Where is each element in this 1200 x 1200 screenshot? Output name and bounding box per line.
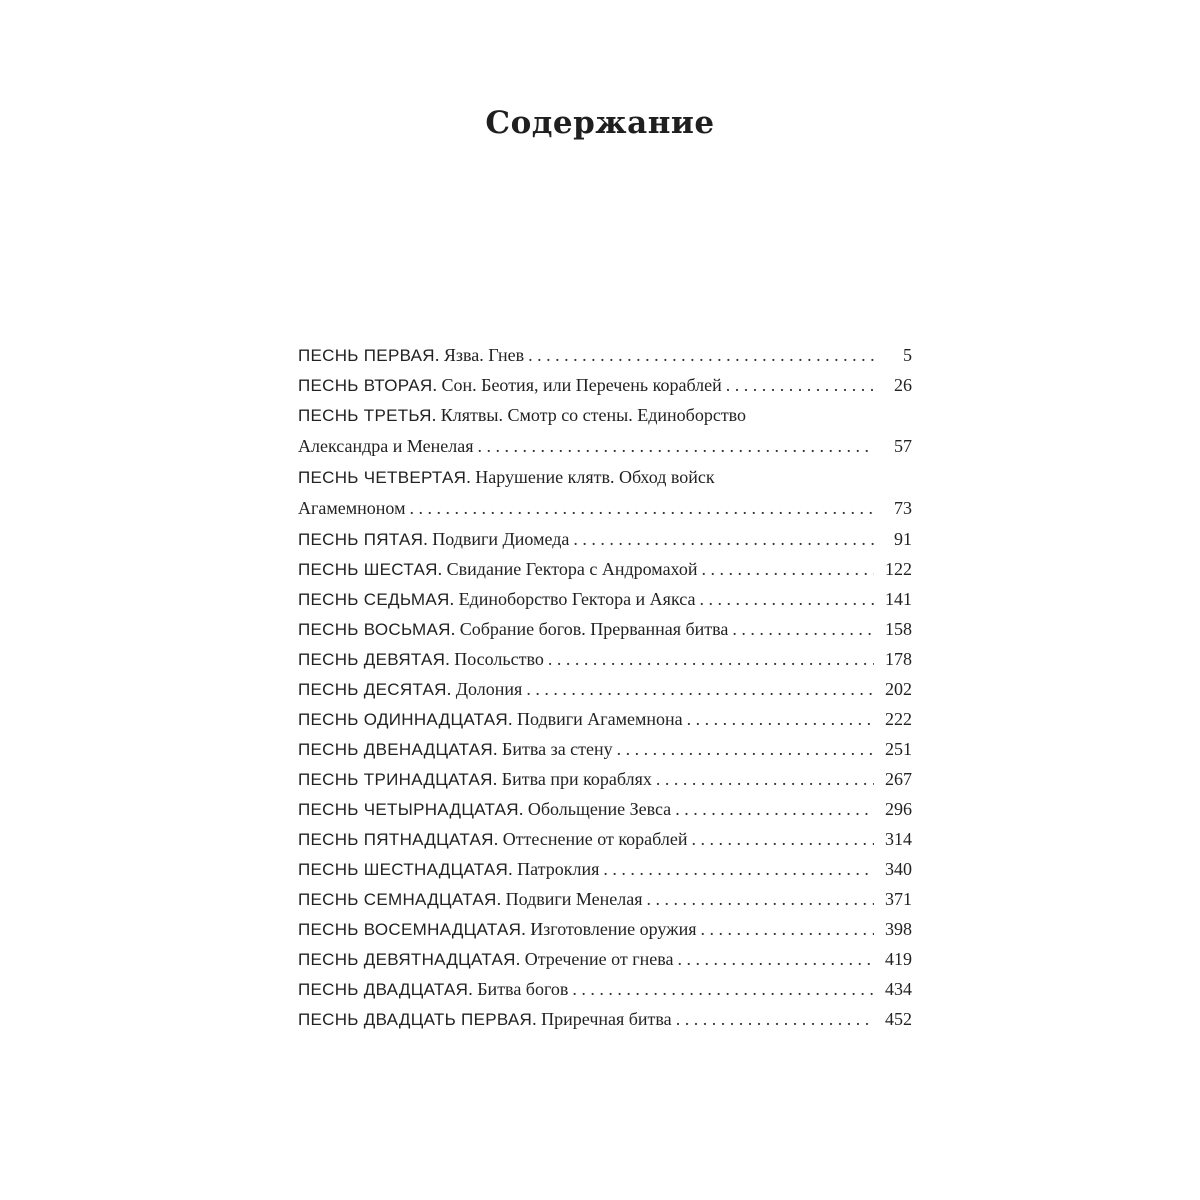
dot-leader — [548, 644, 874, 674]
dot-leader — [573, 524, 874, 554]
dot-leader — [678, 944, 874, 974]
canto-title: . Изготовление оружия — [521, 919, 697, 939]
toc-entry — [298, 764, 912, 794]
toc-entry — [298, 854, 912, 884]
dot-leader — [701, 914, 875, 944]
canto-title: . Оттеснение от кораблей — [493, 829, 688, 849]
canto-title: . Битва при кораблях — [492, 769, 652, 789]
canto-label: ПЕСНЬ ШЕСТАЯ — [298, 560, 438, 579]
dot-leader — [528, 340, 874, 370]
canto-title: . Собрание богов. Прерванная битва — [450, 619, 729, 639]
canto-title: . Посольство — [445, 649, 544, 669]
canto-title: . Отречение от гнева — [515, 949, 674, 969]
toc-entry — [298, 734, 912, 764]
canto-title: . Свидание Гектора с Андромахой — [437, 559, 698, 579]
toc-entry — [298, 824, 912, 854]
dot-leader — [699, 584, 874, 614]
canto-label: ПЕСНЬ ЧЕТВЕРТАЯ — [298, 468, 467, 487]
canto-label: ПЕСНЬ ВТОРАЯ — [298, 376, 433, 395]
canto-title: . Клятвы. Смотр со стены. Единоборство — [431, 405, 747, 425]
page-number: 57 — [894, 436, 912, 456]
page-number: 178 — [885, 649, 912, 669]
canto-label: ПЕСНЬ ВОСЬМАЯ — [298, 620, 451, 639]
canto-title: . Сон. Беотия, или Перечень кораблей — [432, 375, 722, 395]
page-number: 296 — [885, 799, 912, 819]
page-number: 26 — [894, 375, 912, 395]
canto-title: . Патроклия — [508, 859, 600, 879]
toc-entry — [298, 584, 912, 614]
canto-label: ПЕСНЬ ДЕСЯТАЯ — [298, 680, 447, 699]
canto-title: . Единоборство Гектора и Аякса — [449, 589, 696, 609]
dot-leader — [572, 974, 874, 1004]
dot-leader — [726, 370, 874, 400]
dot-leader — [478, 431, 874, 462]
toc-entry — [298, 884, 912, 914]
canto-label: ПЕСНЬ ШЕСТНАДЦАТАЯ — [298, 860, 509, 879]
toc-entry — [298, 1004, 912, 1034]
page-number: 141 — [885, 589, 912, 609]
canto-label: ПЕСНЬ ПЯТАЯ — [298, 530, 424, 549]
page-number: 398 — [885, 919, 912, 939]
page-number: 5 — [903, 345, 912, 365]
dot-leader — [676, 1004, 874, 1034]
toc-entry — [298, 644, 912, 674]
page-number: 452 — [885, 1009, 912, 1029]
page-number: 158 — [885, 619, 912, 639]
toc-entry — [298, 914, 912, 944]
page-number: 340 — [885, 859, 912, 879]
canto-label: ПЕСНЬ СЕМНАДЦАТАЯ — [298, 890, 497, 909]
canto-title: . Нарушение клятв. Обход войск — [466, 467, 715, 487]
canto-label: ПЕСНЬ ЧЕТЫРНАДЦАТАЯ — [298, 800, 519, 819]
page-number: 202 — [885, 679, 912, 699]
toc-entry — [298, 704, 912, 734]
canto-label: ПЕСНЬ ДЕВЯТНАДЦАТАЯ — [298, 950, 516, 969]
toc-entry — [298, 400, 912, 462]
canto-title: . Долония — [446, 679, 523, 699]
canto-title: . Битва богов — [468, 979, 569, 999]
canto-label: ПЕСНЬ ТРЕТЬЯ — [298, 406, 432, 425]
canto-title: . Подвиги Агамемнона — [507, 709, 683, 729]
dot-leader — [656, 764, 874, 794]
canto-label: ПЕСНЬ ДВЕНАДЦАТАЯ — [298, 740, 493, 759]
canto-title-continued: Александра и Менелая — [298, 436, 474, 456]
canto-label: ПЕСНЬ ДЕВЯТАЯ — [298, 650, 446, 669]
page-number: 222 — [885, 709, 912, 729]
toc-entry — [298, 340, 912, 370]
canto-label: ПЕСНЬ ВОСЕМНАДЦАТАЯ — [298, 920, 522, 939]
page-number: 251 — [885, 739, 912, 759]
canto-title: . Язва. Гнев — [434, 345, 525, 365]
dot-leader — [617, 734, 874, 764]
canto-title: . Обольщение Зевса — [518, 799, 672, 819]
page-number: 73 — [894, 498, 912, 518]
page-number: 314 — [885, 829, 912, 849]
canto-title: . Битва за стену — [493, 739, 613, 759]
toc-entry — [298, 462, 912, 524]
canto-label: ПЕСНЬ ДВАДЦАТАЯ — [298, 980, 469, 999]
canto-label: ПЕСНЬ ПЕРВАЯ — [298, 346, 435, 365]
page-number: 267 — [885, 769, 912, 789]
dot-leader — [732, 614, 874, 644]
toc-entry — [298, 614, 912, 644]
page-number: 122 — [885, 559, 912, 579]
page-title: Содержание — [485, 104, 715, 141]
toc-entry — [298, 370, 912, 400]
canto-label: ПЕСНЬ ПЯТНАДЦАТАЯ — [298, 830, 494, 849]
page-number: 434 — [885, 979, 912, 999]
toc-entry — [298, 974, 912, 1004]
canto-title: . Приречная битва — [532, 1009, 672, 1029]
table-of-contents — [298, 340, 912, 1034]
dot-leader — [675, 794, 874, 824]
dot-leader — [687, 704, 874, 734]
dot-leader — [702, 554, 874, 584]
canto-label: ПЕСНЬ ТРИНАДЦАТАЯ — [298, 770, 493, 789]
dot-leader — [603, 854, 874, 884]
page-number: 371 — [885, 889, 912, 909]
canto-title-continued: Агамемноном — [298, 498, 406, 518]
dot-leader — [526, 674, 874, 704]
toc-entry — [298, 794, 912, 824]
toc-entry — [298, 944, 912, 974]
canto-label: ПЕСНЬ СЕДЬМАЯ — [298, 590, 450, 609]
page-number: 419 — [885, 949, 912, 969]
toc-entry — [298, 524, 912, 554]
dot-leader — [409, 493, 874, 524]
dot-leader — [647, 884, 874, 914]
canto-title: . Подвиги Менелая — [496, 889, 643, 909]
canto-label: ПЕСНЬ ОДИННАДЦАТАЯ — [298, 710, 508, 729]
canto-label: ПЕСНЬ ДВАДЦАТЬ ПЕРВАЯ — [298, 1010, 533, 1029]
toc-entry — [298, 554, 912, 584]
canto-title: . Подвиги Диомеда — [423, 529, 570, 549]
toc-entry — [298, 674, 912, 704]
dot-leader — [692, 824, 875, 854]
page-number: 91 — [894, 529, 912, 549]
